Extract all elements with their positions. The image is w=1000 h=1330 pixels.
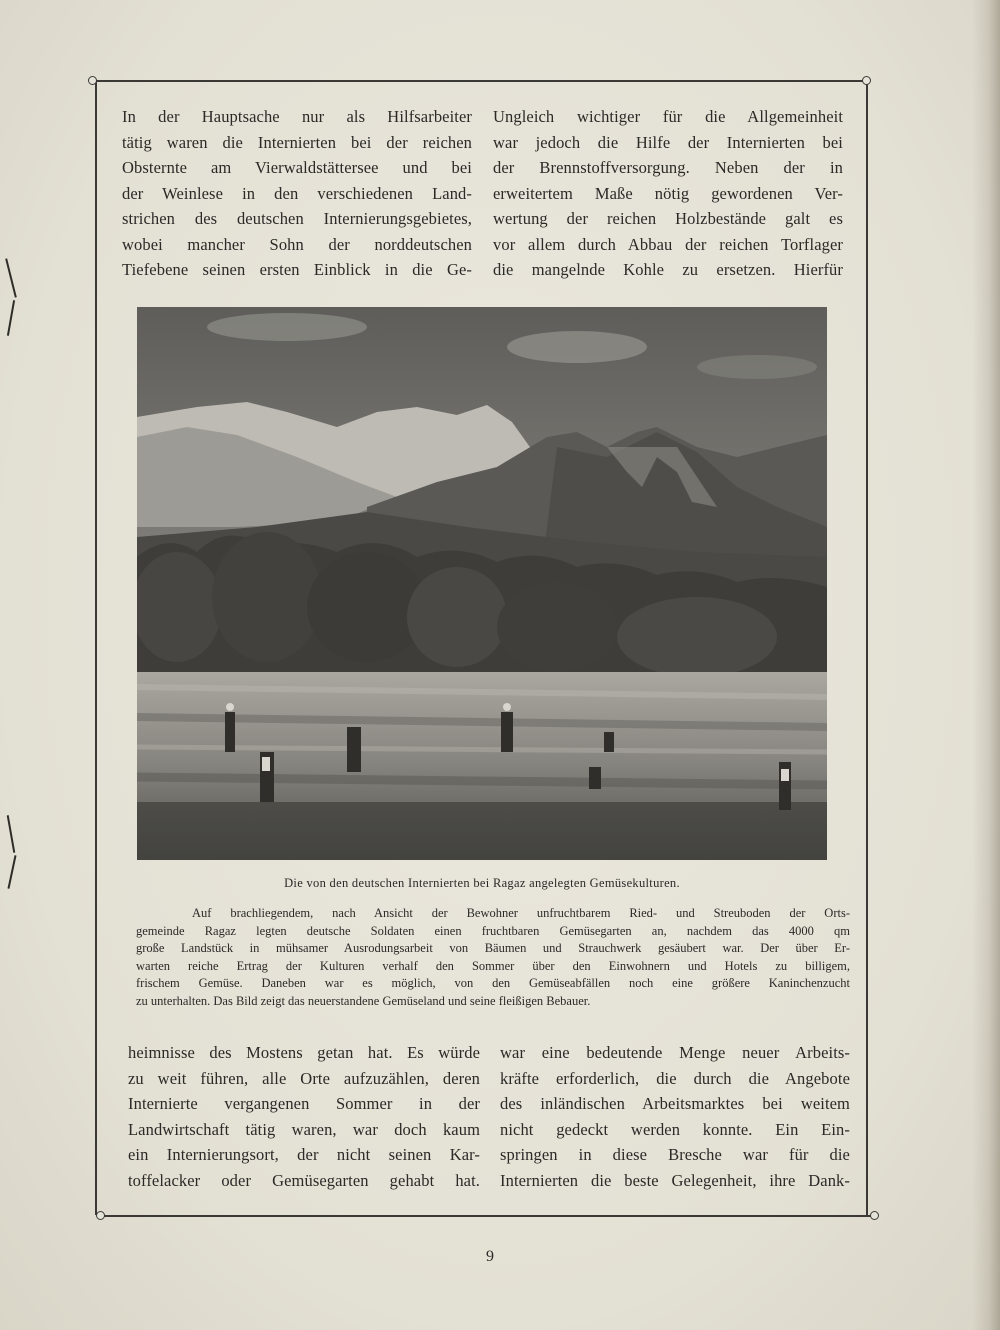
photo-caption-body xyxy=(136,905,850,1010)
page-edge-shadow xyxy=(972,0,1000,1330)
text-line: die mangelnde Kohle zu ersetzen. Hierfür xyxy=(493,260,843,279)
text-line: Internierten die beste Gelegenheit, ihre Dank- xyxy=(500,1170,850,1190)
text-line: Obsternte am Vierwaldstättersee und bei xyxy=(122,158,472,177)
frame-rule-left xyxy=(95,80,97,1215)
text-column-bottom-left xyxy=(128,1040,480,1193)
frame-rule-bottom xyxy=(104,1215,874,1217)
caption-line: Auf brachliegendem, nach Ansicht der Bewohner unfruchtbarem Ried- und Streuboden der Orts- xyxy=(192,906,850,920)
frame-corner-ornament xyxy=(88,76,97,85)
text-line: heimnisse des Mostens getan hat. Es würde xyxy=(128,1043,480,1062)
frame-corner-ornament xyxy=(96,1211,105,1220)
text-line: zu weit führen, alle Orte aufzuzählen, deren xyxy=(128,1068,480,1088)
caption-line: große Landstück in mühsamer Ausrodungsarbeit von Bäumen und Strauchwerk gesäubert war. Der über Er- xyxy=(136,941,850,955)
frame-rule-right xyxy=(866,80,868,1215)
text-line: springen in diese Bresche war für die xyxy=(500,1145,850,1164)
text-line: wertung der reichen Holzbestände galt es xyxy=(493,209,843,228)
text-column-top-left xyxy=(122,104,472,283)
text-line: der Weinlese in den verschiedenen Land- xyxy=(122,183,472,203)
caption-line: warten reiche Ertrag der Kulturen verhalf den Sommer über den Einwohnern und Hotels zu billigem, xyxy=(136,958,850,973)
caption-line: gemeinde Ragaz legten deutsche Soldaten einen fruchtbaren Gemüsegarten an, nachdem das 4000 qm xyxy=(136,923,850,938)
text-line: Ungleich wichtiger für die Allgemeinheit xyxy=(493,107,843,126)
binding-stitch xyxy=(7,855,16,889)
text-line: kräfte erforderlich, die durch die Angebote xyxy=(500,1068,850,1088)
caption-line: frischem Gemüse. Daneben war es möglich, von den Gemüseabfällen noch eine größere Kaninchenzucht xyxy=(136,976,850,990)
text-line: tätig waren die Internierten bei der reichen xyxy=(122,132,472,152)
frame-corner-ornament xyxy=(862,76,871,85)
text-line: strichen des deutschen Internierungsgebietes, xyxy=(122,209,472,228)
text-line: war eine bedeutende Menge neuer Arbeits- xyxy=(500,1043,850,1062)
text-line: Tiefebene seinen ersten Einblick in die Ge- xyxy=(122,260,472,279)
photo-illustration xyxy=(137,307,827,860)
page-number: 9 xyxy=(486,1248,494,1265)
binding-stitch xyxy=(7,815,16,853)
text-line: In der Hauptsache nur als Hilfsarbeiter xyxy=(122,107,472,126)
caption-line: zu unterhalten. Das Bild zeigt das neuerstandene Gemüseland und seine fleißigen Bebauer. xyxy=(136,993,591,1008)
text-line: war jedoch die Hilfe der Internierten bei xyxy=(493,132,843,152)
text-line: wobei mancher Sohn der norddeutschen xyxy=(122,234,472,254)
frame-corner-ornament xyxy=(870,1211,879,1220)
binding-stitch xyxy=(7,300,15,336)
text-line: ein Internierungsort, der nicht seinen Kar- xyxy=(128,1145,480,1164)
text-line: erweitertem Maße nötig gewordenen Ver- xyxy=(493,183,843,203)
text-line: des inländischen Arbeitsmarktes bei weitem xyxy=(500,1094,850,1113)
frame-rule-top xyxy=(95,80,867,82)
landscape-photograph xyxy=(137,307,827,860)
photo-caption-title: Die von den deutschen Internierten bei Ragaz angelegten Gemüsekulturen. xyxy=(284,876,680,890)
text-line: toffelacker oder Gemüsegarten gehabt hat. xyxy=(128,1170,480,1190)
text-column-bottom-right xyxy=(500,1040,850,1193)
text-line: Landwirtschaft tätig waren, war doch kaum xyxy=(128,1119,480,1139)
binding-stitch xyxy=(5,258,17,297)
text-line: nicht gedeckt werden konnte. Ein Ein- xyxy=(500,1119,850,1139)
text-line: der Brennstoffversorgung. Neben der in xyxy=(493,158,843,177)
text-line: Internierte vergangenen Sommer in der xyxy=(128,1094,480,1113)
text-column-top-right xyxy=(493,104,843,283)
text-line: vor allem durch Abbau der reichen Torflager xyxy=(493,234,843,254)
